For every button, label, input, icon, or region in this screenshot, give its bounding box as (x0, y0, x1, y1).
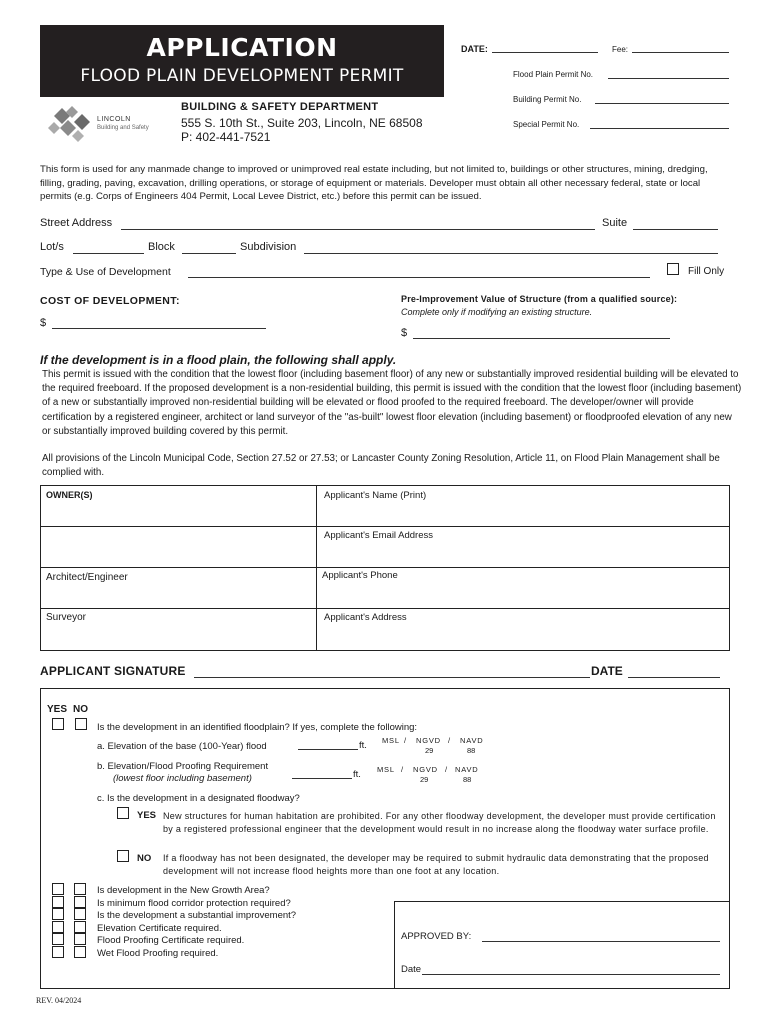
datum-sep: / (404, 736, 407, 745)
datum-ngvd-year: 29 (425, 746, 434, 755)
floodplain-yes-checkbox[interactable] (52, 718, 64, 730)
checklist-yes-checkbox[interactable] (52, 933, 64, 945)
pre-improvement-field[interactable] (413, 338, 670, 339)
surveyor-label: Surveyor (46, 612, 87, 623)
revision-label: REV. 04/2024 (36, 996, 82, 1005)
logo-sub: Building and Safety (97, 125, 149, 131)
flood-proofing-unit: ft. (353, 769, 361, 780)
contacts-divider (316, 486, 317, 650)
question-floodway: c. Is the development in a designated floodway? (97, 793, 300, 804)
checklist-no-checkbox[interactable] (74, 883, 86, 895)
checklist-yes-checkbox[interactable] (52, 921, 64, 933)
department-address: 555 S. 10th St., Suite 203, Lincoln, NE 68508 (181, 116, 423, 130)
checklist-no-checkbox[interactable] (74, 921, 86, 933)
intro-paragraph: This form is used for any manmade change to improved or unimproved real estate including, but not limited to, buildings or other structures, mining, dredging, filling, grading, paving, excavation, drilling operations, or storage of equipment or materials. Developer must obtain all other necessary federal, state or local permits (e.g. Corps of Engineers 404 Permit, Local Levee District, etc.) before this permit can be issued. (40, 164, 708, 202)
question-base-flood: a. Elevation of the base (100-Year) flood (97, 741, 267, 752)
checklist-question: Is minimum flood corridor protection required? (97, 897, 291, 909)
no-header: NO (73, 704, 88, 715)
row-line (40, 567, 729, 568)
question-flood-proofing: b. Elevation/Flood Proofing Requirement (97, 761, 269, 772)
question-floodplain: Is the development in an identified floodplain? If yes, complete the following: (97, 722, 418, 733)
pre-improvement-note: Complete only if modifying an existing structure. (401, 307, 593, 317)
date-label: DATE: (461, 44, 488, 54)
signature-field[interactable] (194, 677, 590, 678)
lots-label: Lot/s (40, 241, 64, 253)
applicant-name-label: Applicant's Name (Print) (324, 490, 427, 501)
flood-plain-heading: If the development is in a flood plain, the following shall apply. (40, 353, 397, 367)
lincoln-logo (48, 104, 96, 144)
flood-proofing-field[interactable] (292, 778, 352, 779)
checklist-yes-checkbox[interactable] (52, 946, 64, 958)
floodway-no-text: If a floodway has not been designated, the developer may be required to submit hydraulic data demonstrating that the proposed development will not increase flood heights more than one foot at any location. (163, 853, 709, 876)
yes-header: YES (47, 704, 68, 715)
contacts-table (40, 485, 730, 651)
checklist-yes-checkbox[interactable] (52, 883, 64, 895)
flood-plain-permit-field[interactable] (608, 78, 729, 79)
checklist-question: Is development in the New Growth Area? (97, 885, 270, 896)
checklist-no-checkbox[interactable] (74, 933, 86, 945)
cost-field[interactable] (52, 328, 266, 329)
base-flood-field[interactable] (298, 749, 358, 750)
datum-navd: NAVD (455, 765, 479, 774)
datum-navd: NAVD (460, 736, 484, 745)
fee-field[interactable] (632, 52, 729, 53)
cost-label: COST OF DEVELOPMENT: (40, 295, 180, 307)
checklist-question: Wet Flood Proofing required. (97, 948, 219, 959)
street-address-label: Street Address (40, 217, 113, 229)
office-date-field[interactable] (492, 52, 598, 53)
form-subtitle: FLOOD PLAIN DEVELOPMENT PERMIT (80, 66, 404, 86)
approved-by-field[interactable] (482, 941, 720, 942)
fee-label: Fee: (612, 45, 629, 54)
checklist-yes-checkbox[interactable] (52, 908, 64, 920)
owners-label: OWNER(S) (46, 490, 93, 500)
signature-date-label: DATE (591, 664, 623, 678)
special-permit-field[interactable] (590, 128, 729, 129)
suite-label: Suite (602, 217, 628, 229)
type-use-field[interactable] (188, 277, 650, 278)
pre-improvement-label: Pre-Improvement Value of Structure (from a qualified source): (401, 294, 678, 304)
datum-sep: / (448, 736, 451, 745)
approved-by-label: APPROVED BY: (401, 931, 472, 942)
checklist-yes-checkbox[interactable] (52, 896, 64, 908)
subdivision-field[interactable] (304, 253, 718, 254)
checklist-no-checkbox[interactable] (74, 908, 86, 920)
approval-date-field[interactable] (422, 974, 720, 975)
signature-date-field[interactable] (628, 677, 720, 678)
signature-label: APPLICANT SIGNATURE (40, 664, 186, 678)
checklist-question: Elevation Certificate required. (97, 922, 222, 934)
block-field[interactable] (182, 253, 236, 254)
logo-name: LINCOLN (97, 116, 131, 123)
checklist-no-checkbox[interactable] (74, 946, 86, 958)
architect-label: Architect/Engineer (46, 572, 128, 583)
datum-ngvd-year: 29 (420, 775, 429, 784)
approval-date-label: Date (401, 964, 422, 975)
datum-sep: / (445, 765, 448, 774)
checklist-question: Is the development a substantial improvement? (97, 910, 297, 922)
building-permit-label: Building Permit No. (513, 95, 582, 104)
question-flood-proofing-note: (lowest floor including basement) (113, 773, 252, 784)
lots-field[interactable] (73, 253, 144, 254)
datum-navd-year: 88 (463, 775, 472, 784)
fill-only-label: Fill Only (688, 266, 725, 277)
building-permit-field[interactable] (595, 103, 729, 104)
datum-msl: MSL (377, 765, 395, 774)
block-label: Block (148, 241, 175, 253)
applicant-address-label: Applicant's Address (324, 612, 407, 623)
datum-msl: MSL (382, 736, 400, 745)
form-title: APPLICATION (146, 33, 338, 62)
suite-field[interactable] (633, 229, 718, 230)
flood-plain-conditions: This permit is issued with the condition that the lowest floor (including basement floor) of any new or substantially improved residential building will be elevated to the required freeboard. If the proposed development is a non-residential building, this permit is issued with the condition that the lowest floor (including basement) of a new or substantially improved non-residential building will be elevated or flood proofed to the required freeboard. The developer/owner will provide certification by a registered engineer, architect or land surveyor of the "as-built" lowest floor elevation (including basement) or floodproofed elevation of any new or substantially improved building covered by this permit. (42, 369, 742, 437)
cost-currency: $ (40, 317, 47, 329)
floodway-yes-text: New structures for human habitation are prohibited. For any other floodway development, the developer must provide certification by a registered professional engineer that the development would result in no increase along the floodway water surface profile. (163, 811, 716, 834)
floodway-no-label: NO (137, 853, 152, 864)
type-use-label: Type & Use of Development (40, 266, 171, 278)
street-address-field[interactable] (121, 229, 595, 230)
floodway-yes-label: YES (137, 810, 157, 821)
department-name: BUILDING & SAFETY DEPARTMENT (181, 101, 379, 113)
base-flood-unit: ft. (359, 740, 367, 751)
flood-plain-provisions: All provisions of the Lincoln Municipal Code, Section 27.52 or 27.53; or Lancaster County Zoning Resolution, Article 11, on Flood Plain Management shall be complied with. (42, 453, 720, 479)
checklist-question: Flood Proofing Certificate required. (97, 935, 245, 947)
pre-improvement-currency: $ (401, 327, 408, 339)
floodway-no-checkbox[interactable] (117, 850, 129, 862)
applicant-phone-label: Applicant's Phone (322, 570, 398, 581)
department-phone: P: 402-441-7521 (181, 130, 271, 144)
fill-only-checkbox[interactable] (667, 263, 679, 275)
form-title-block (40, 25, 444, 97)
checklist-no-checkbox[interactable] (74, 896, 86, 908)
row-line (40, 608, 729, 609)
floodway-yes-checkbox[interactable] (117, 807, 129, 819)
datum-ngvd: NGVD (413, 765, 438, 774)
datum-navd-year: 88 (467, 746, 476, 755)
datum-sep: / (401, 765, 404, 774)
datum-ngvd: NGVD (416, 736, 441, 745)
row-line (40, 526, 729, 527)
applicant-email-label: Applicant's Email Address (324, 530, 434, 541)
flood-plain-permit-label: Flood Plain Permit No. (513, 70, 594, 79)
subdivision-label: Subdivision (240, 241, 297, 253)
approval-box (394, 901, 730, 989)
floodplain-no-checkbox[interactable] (75, 718, 87, 730)
special-permit-label: Special Permit No. (513, 120, 580, 129)
